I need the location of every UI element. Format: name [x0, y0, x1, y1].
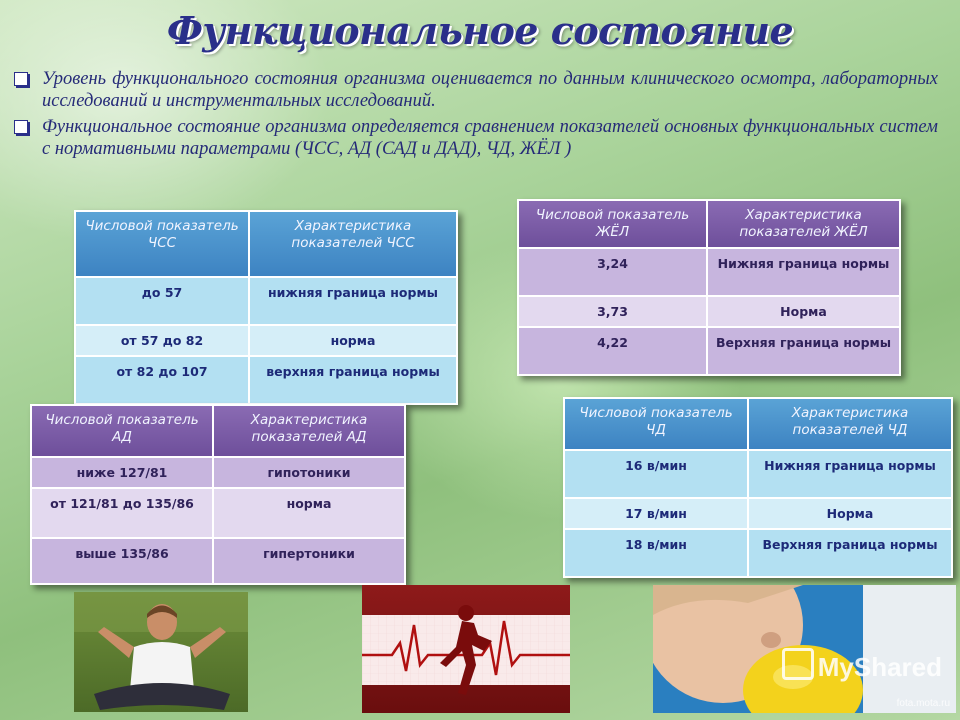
page-title: Функциональное состояние: [166, 8, 794, 53]
table-row: [75, 277, 457, 325]
blood-pressure-table: [30, 404, 406, 585]
bullet-item: [14, 116, 938, 160]
table-cell: 16 в/мин: [564, 450, 748, 498]
table-header-cell: Числовой показатель ЖЁЛ: [518, 200, 707, 248]
checkbox-bullet-icon: [14, 72, 28, 86]
table-header-row: [518, 200, 900, 248]
table-cell: 17 в/мин: [564, 498, 748, 529]
table-cell: верхняя граница нормы: [249, 356, 457, 404]
table-cell: выше 135/86: [31, 538, 213, 584]
table-cell: Верхняя граница нормы: [707, 327, 900, 375]
bullet-list: [14, 68, 938, 164]
ecg-runner-photo: [362, 585, 570, 713]
watermark: MyShared: [782, 648, 942, 683]
table-row: [31, 488, 405, 538]
bullet-text: Функциональное состояние организма определяется сравнением показателей основных функциональных систем с нормативными параметрами (ЧСС, АД (САД и ДАД), ЧД, ЖЁЛ ): [42, 117, 938, 159]
table-cell: от 121/81 до 135/86: [31, 488, 213, 538]
table-row: [564, 450, 952, 498]
table-row: [518, 327, 900, 375]
table-row: [75, 356, 457, 404]
table-cell: Нижняя граница нормы: [748, 450, 952, 498]
table-row: [518, 296, 900, 327]
table-cell: нижняя граница нормы: [249, 277, 457, 325]
table-header-row: [31, 405, 405, 457]
table-header-cell: Числовой показатель ЧД: [564, 398, 748, 450]
table-cell: от 82 до 107: [75, 356, 249, 404]
table-cell: норма: [249, 325, 457, 356]
table-cell: Нижняя граница нормы: [707, 248, 900, 296]
vital-capacity-table: [517, 199, 901, 376]
table-cell: ниже 127/81: [31, 457, 213, 488]
table-row: [31, 538, 405, 584]
heart-rate-table: [74, 210, 458, 405]
checkbox-bullet-icon: [14, 120, 28, 134]
table-header-row: [75, 211, 457, 277]
table-row: [518, 248, 900, 296]
table-cell: Верхняя граница нормы: [748, 529, 952, 577]
yoga-photo: [74, 592, 248, 712]
table-header-cell: Числовой показатель АД: [31, 405, 213, 457]
table-row: [564, 529, 952, 577]
ecg-image: [362, 585, 570, 713]
table-cell: гипотоники: [213, 457, 405, 488]
table-header-cell: Характеристика показателей ЖЁЛ: [707, 200, 900, 248]
table-cell: Норма: [748, 498, 952, 529]
table-cell: 3,24: [518, 248, 707, 296]
watermark-source: fota.mota.ru: [896, 698, 950, 709]
table-cell: норма: [213, 488, 405, 538]
table-cell: гипертоники: [213, 538, 405, 584]
table-cell: Норма: [707, 296, 900, 327]
table-header-cell: Числовой показатель ЧСС: [75, 211, 249, 277]
table-cell: 18 в/мин: [564, 529, 748, 577]
yoga-image: [74, 592, 248, 712]
balloon-photo: [653, 585, 956, 713]
table-cell: до 57: [75, 277, 249, 325]
table-cell: 3,73: [518, 296, 707, 327]
table-cell: от 57 до 82: [75, 325, 249, 356]
table-row: [564, 498, 952, 529]
table-row: [31, 457, 405, 488]
respiratory-rate-table: [563, 397, 953, 578]
table-header-cell: Характеристика показателей ЧСС: [249, 211, 457, 277]
myshared-logo-icon: [782, 648, 814, 680]
table-cell: 4,22: [518, 327, 707, 375]
bullet-item: [14, 68, 938, 112]
bullet-text: Уровень функционального состояния организма оценивается по данным клинического осмотра, лабораторных исследований и инструментальных исследований.: [42, 69, 938, 111]
table-header-row: [564, 398, 952, 450]
table-header-cell: Характеристика показателей ЧД: [748, 398, 952, 450]
table-header-cell: Характеристика показателей АД: [213, 405, 405, 457]
table-row: [75, 325, 457, 356]
